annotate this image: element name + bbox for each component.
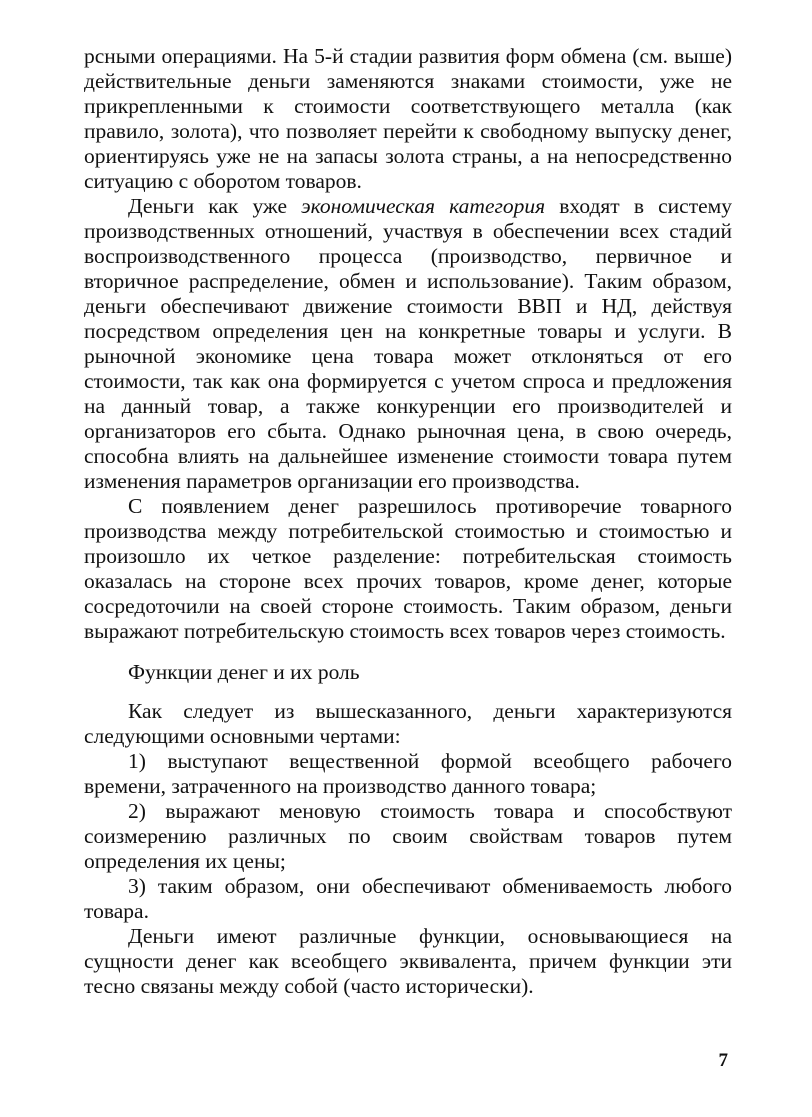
- page-body: [84, 44, 732, 999]
- page-number: 7: [718, 1050, 728, 1071]
- paragraph-3: С появлением денег разрешилось противоречие товарного производства между потребительской стоимостью и стоимостью и произошло их четкое разделение: потребительская стоимость оказалась на стороне всех прочих товаров, кроме денег, которые сосредоточили на своей стороне стоимость. Таким образом, деньги выражают потребительскую стоимость всех товаров через стоимость.: [84, 494, 732, 643]
- list-item-2: 2) выражают меновую стоимость товара и способствуют соизмерению различных по своим свойствам товаров путем определения их цены;: [84, 799, 732, 873]
- paragraph-2: [84, 194, 732, 494]
- paragraph-2-start: Деньги как уже: [128, 194, 302, 218]
- list-item-1: 1) выступают вещественной формой всеобщего рабочего времени, затраченного на производство данного товара;: [84, 749, 732, 798]
- paragraph-4: Как следует из вышесказанного, деньги характеризуются следующими основными чертами:: [84, 699, 732, 748]
- section-heading: Функции денег и их роль: [128, 660, 360, 684]
- paragraph-5: Деньги имеют различные функции, основывающиеся на сущности денег как всеобщего эквивалента, причем функции эти тесно связаны между собой (часто исторически).: [84, 924, 732, 998]
- paragraph-1: рсными операциями. На 5-й стадии развития форм обмена (см. выше) действительные деньги заменяются знаками стоимости, уже не прикрепленными к стоимости соответствующего металла (как правило, золота), что позволяет перейти к свободному выпуску денег, ориентируясь уже не на запасы золота страны, а на непосредственно ситуацию с оборотом товаров.: [84, 44, 732, 193]
- list-item-3: 3) таким образом, они обеспечивают обмениваемость любого товара.: [84, 874, 732, 923]
- paragraph-2-term: экономическая категория: [301, 194, 546, 218]
- paragraph-2-rest: входят в систему производственных отношений, участвуя в обеспечении всех стадий воспроизводственного процесса (производство, первичное и вторичное распределение, обмен и использование). Таким образом, деньги обеспечивают движение стоимости ВВП и НД, действуя посредством определения цен на конкретные товары и услуги. В рыночной экономике цена товара может отклоняться от его стоимости, так как она формируется с учетом спроса и предложения на данный товар, а также конкуренции его производителей и организаторов его сбыта. Однако рыночная цена, в свою очередь, способна влиять на дальнейшее изменение стоимости товара путем изменения параметров организации его производства.: [84, 194, 732, 493]
